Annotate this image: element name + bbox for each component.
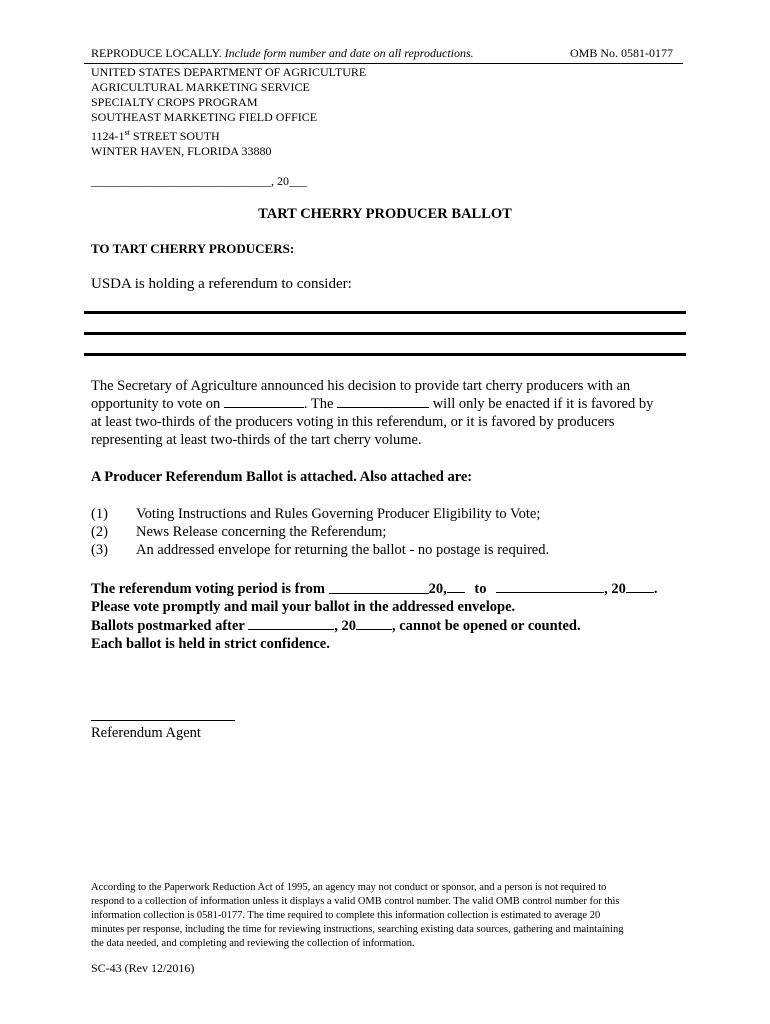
date-field[interactable] — [91, 174, 307, 189]
paragraph-line: representing at least two-thirds of the tart cherry volume. — [91, 432, 422, 448]
address-line: UNITED STATES DEPARTMENT OF AGRICULTURE — [91, 65, 367, 79]
postmark-year: , 20 — [334, 618, 356, 634]
vote-on-label: opportunity to vote on — [91, 396, 221, 412]
postmark-line — [91, 616, 657, 635]
referendum-topic-line[interactable] — [84, 353, 686, 356]
period-end: . — [653, 581, 658, 597]
list-number: (2) — [91, 524, 108, 540]
period-start-blank[interactable] — [329, 580, 429, 594]
period-end-year-blank[interactable] — [626, 579, 654, 593]
period-year: 20, — [428, 581, 447, 597]
paperwork-notice — [91, 881, 623, 951]
notice-line: According to the Paperwork Reduction Act of 1995, an agency may not conduct or sponsor, and a person is not required to — [91, 882, 607, 893]
intro-text: USDA is holding a referendum to consider: — [91, 276, 352, 292]
street-ordinal: st — [124, 128, 130, 137]
referendum-topic-line[interactable] — [84, 311, 686, 314]
reproduce-note: Include form number and date on all reproductions. — [224, 46, 474, 60]
postmark-year-blank[interactable] — [356, 616, 392, 630]
address-line: SOUTHEAST MARKETING FIELD OFFICE — [91, 110, 318, 124]
list-number: (3) — [91, 542, 108, 558]
period-year-blank[interactable] — [447, 579, 465, 593]
proposal-blank[interactable] — [337, 395, 429, 408]
notice-line: minutes per response, including the time for reviewing instructions, searching existing data sources, gathering and maintaining — [91, 924, 624, 935]
omb-number: OMB No. 0581-0177 — [570, 46, 674, 60]
agency-address — [91, 65, 366, 159]
address-line: AGRICULTURAL MARKETING SERVICE — [91, 80, 310, 94]
list-item — [91, 523, 549, 541]
vote-date-blank[interactable] — [224, 395, 304, 408]
notice-line: the data needed, and completing and reviewing the collection of information. — [91, 938, 415, 949]
list-item — [91, 505, 549, 523]
voting-period — [91, 579, 657, 653]
vote-instruction: Please vote promptly and mail your ballot in the addressed envelope. — [91, 599, 516, 615]
notice-line: information collection is 0581-0177. The time required to complete this information collection is estimated to average 20 — [91, 910, 601, 921]
list-text: An addressed envelope for returning the ballot - no postage is required. — [136, 542, 550, 558]
page-title: TART CHERRY PRODUCER BALLOT — [258, 206, 512, 222]
street-address — [91, 125, 366, 144]
referendum-topic-line[interactable] — [84, 332, 686, 335]
postmark-date-blank[interactable] — [248, 616, 334, 630]
period-to: to — [474, 581, 487, 597]
period-end-year: , 20 — [604, 581, 626, 597]
salutation: TO TART CHERRY PRODUCERS: — [91, 241, 295, 256]
postmark-note: , cannot be opened or counted. — [391, 618, 581, 634]
attachments-list — [91, 505, 549, 559]
date-year: , 20___ — [271, 174, 307, 188]
period-label: The referendum voting period is from — [91, 581, 326, 597]
paragraph-line — [91, 395, 691, 413]
list-text: Voting Instructions and Rules Governing Producer Eligibility to Vote; — [136, 506, 541, 522]
list-text: News Release concerning the Referendum; — [136, 524, 387, 540]
list-item — [91, 541, 549, 559]
header-rule — [84, 63, 683, 64]
date-blank: ______________________________ — [91, 174, 271, 188]
the-label: . The — [303, 396, 334, 412]
notice-line: respond to a collection of information unless it displays a valid OMB control number. The valid OMB control number for this — [91, 896, 620, 907]
address-line: SPECIALTY CROPS PROGRAM — [91, 95, 258, 109]
signature-line[interactable] — [91, 720, 235, 721]
reproduce-notice — [91, 46, 474, 61]
street-number: 1124-1 — [91, 129, 125, 143]
street-name: STREET SOUTH — [129, 129, 220, 143]
paragraph-line: at least two-thirds of the producers voting in this referendum, or it is favored by producers — [91, 414, 615, 430]
list-number: (1) — [91, 506, 108, 522]
announcement-paragraph — [91, 377, 691, 449]
form-number: SC-43 (Rev 12/2016) — [91, 961, 195, 975]
reproduce-label: REPRODUCE LOCALLY. — [91, 46, 222, 60]
voting-period-line — [91, 579, 657, 598]
signature-label: Referendum Agent — [91, 725, 201, 741]
confidence-line: Each ballot is held in strict confidence. — [91, 636, 330, 652]
attached-heading: A Producer Referendum Ballot is attached. Also attached are: — [91, 469, 473, 485]
period-end-blank[interactable] — [496, 579, 604, 593]
paragraph-line: The Secretary of Agriculture announced his decision to provide tart cherry producers with an — [91, 378, 631, 394]
address-line: WINTER HAVEN, FLORIDA 33880 — [91, 144, 272, 158]
enactment-text: will only be enacted if it is favored by — [432, 396, 654, 412]
postmark-label: Ballots postmarked after — [91, 618, 245, 634]
